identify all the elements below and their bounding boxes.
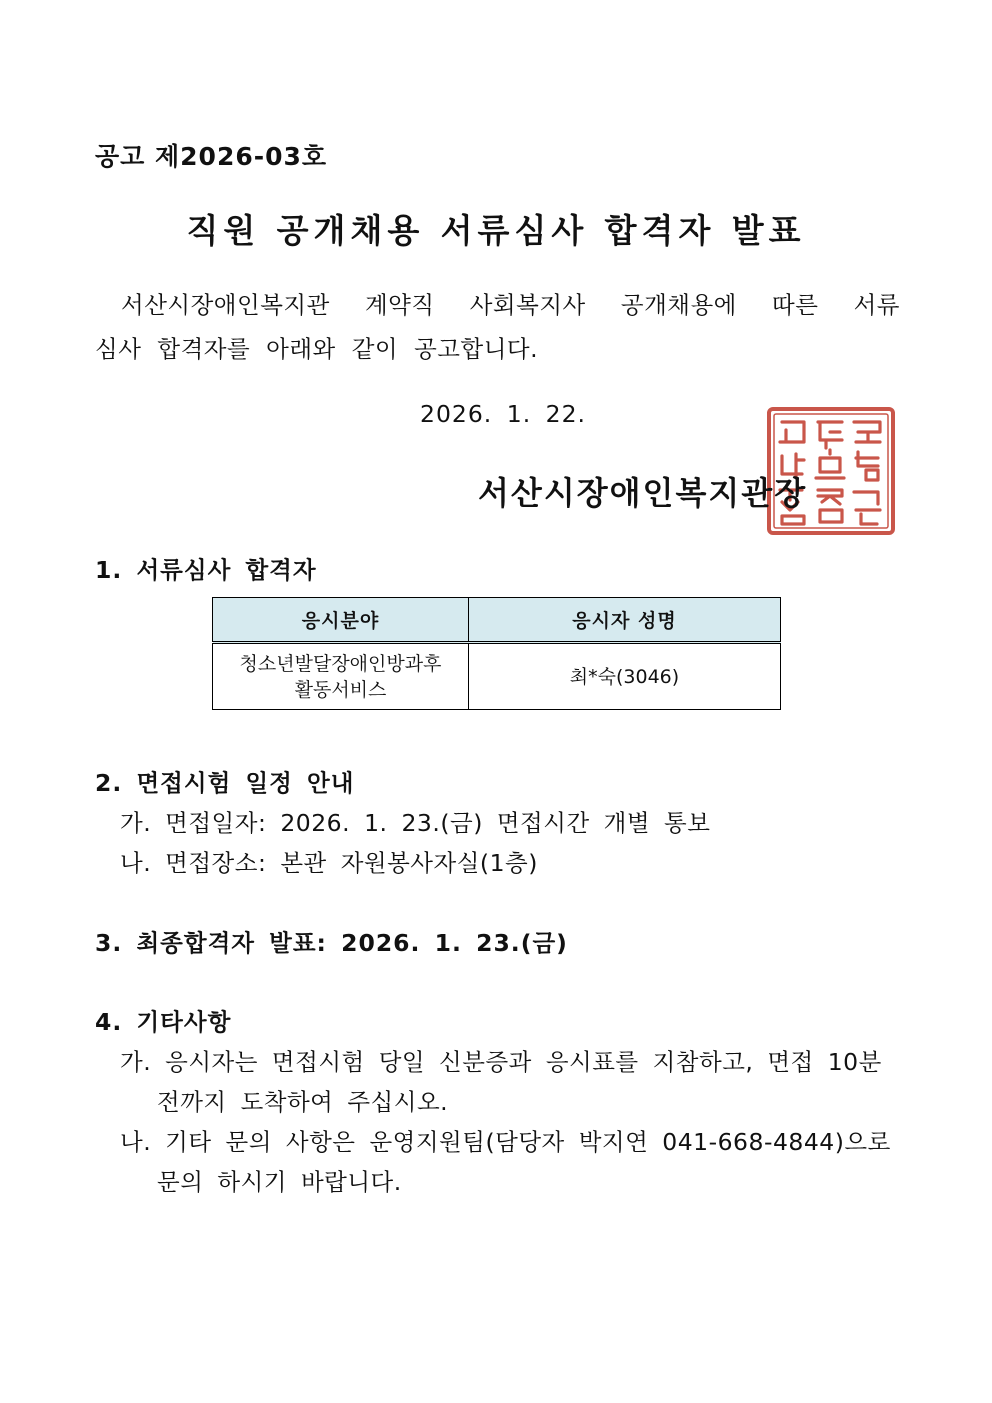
intro-line-2: 심사 합격자를 아래와 같이 공고합니다. — [95, 335, 539, 363]
section-3-heading: 3. 최종합격자 발표: 2026. 1. 23.(금) — [95, 929, 568, 957]
intro-paragraph — [95, 283, 900, 371]
section-4-item-1-line-1: 가. 응시자는 면접시험 당일 신분증과 응시표를 지참하고, 면접 10분 — [120, 1048, 882, 1076]
section-4-item-2-line-1: 나. 기타 문의 사항은 운영지원팀(담당자 박지연 041-668-4844)으로 — [120, 1128, 891, 1156]
organization-name: 서산시장애인복지관장 — [478, 474, 808, 512]
section-4-item-1-line-2: 전까지 도착하여 주십시오. — [157, 1088, 449, 1116]
intro-line-1: 서산시장애인복지관 계약직 사회복지사 공개채용에 따른 서류 — [121, 291, 900, 319]
section-1-heading: 1. 서류심사 합격자 — [95, 556, 317, 584]
cell-field — [213, 643, 469, 710]
cell-field-line-2: 활동서비스 — [294, 678, 387, 701]
notice-date: 2026. 1. 22. — [420, 400, 587, 428]
column-header-field: 응시분야 — [213, 598, 469, 643]
table-header-row — [213, 598, 781, 643]
result-table — [212, 597, 781, 710]
section-4-heading: 4. 기타사항 — [95, 1008, 232, 1036]
page-title: 직원 공개채용 서류심사 합격자 발표 — [186, 211, 806, 250]
section-2-item-2: 나. 면접장소: 본관 자원봉사자실(1층) — [120, 849, 538, 877]
section-2-item-1: 가. 면접일자: 2026. 1. 23.(금) 면접시간 개별 통보 — [120, 809, 711, 837]
column-header-name: 응시자 성명 — [469, 598, 781, 643]
cell-name: 최*숙(3046) — [469, 643, 781, 710]
section-2-heading: 2. 면접시험 일정 안내 — [95, 769, 355, 797]
section-4-item-2-line-2: 문의 하시기 바랍니다. — [157, 1168, 402, 1196]
table-row — [213, 643, 781, 710]
notice-number: 공고 제2026-03호 — [95, 142, 328, 171]
cell-field-line-1: 청소년발달장애인방과후 — [239, 652, 442, 675]
